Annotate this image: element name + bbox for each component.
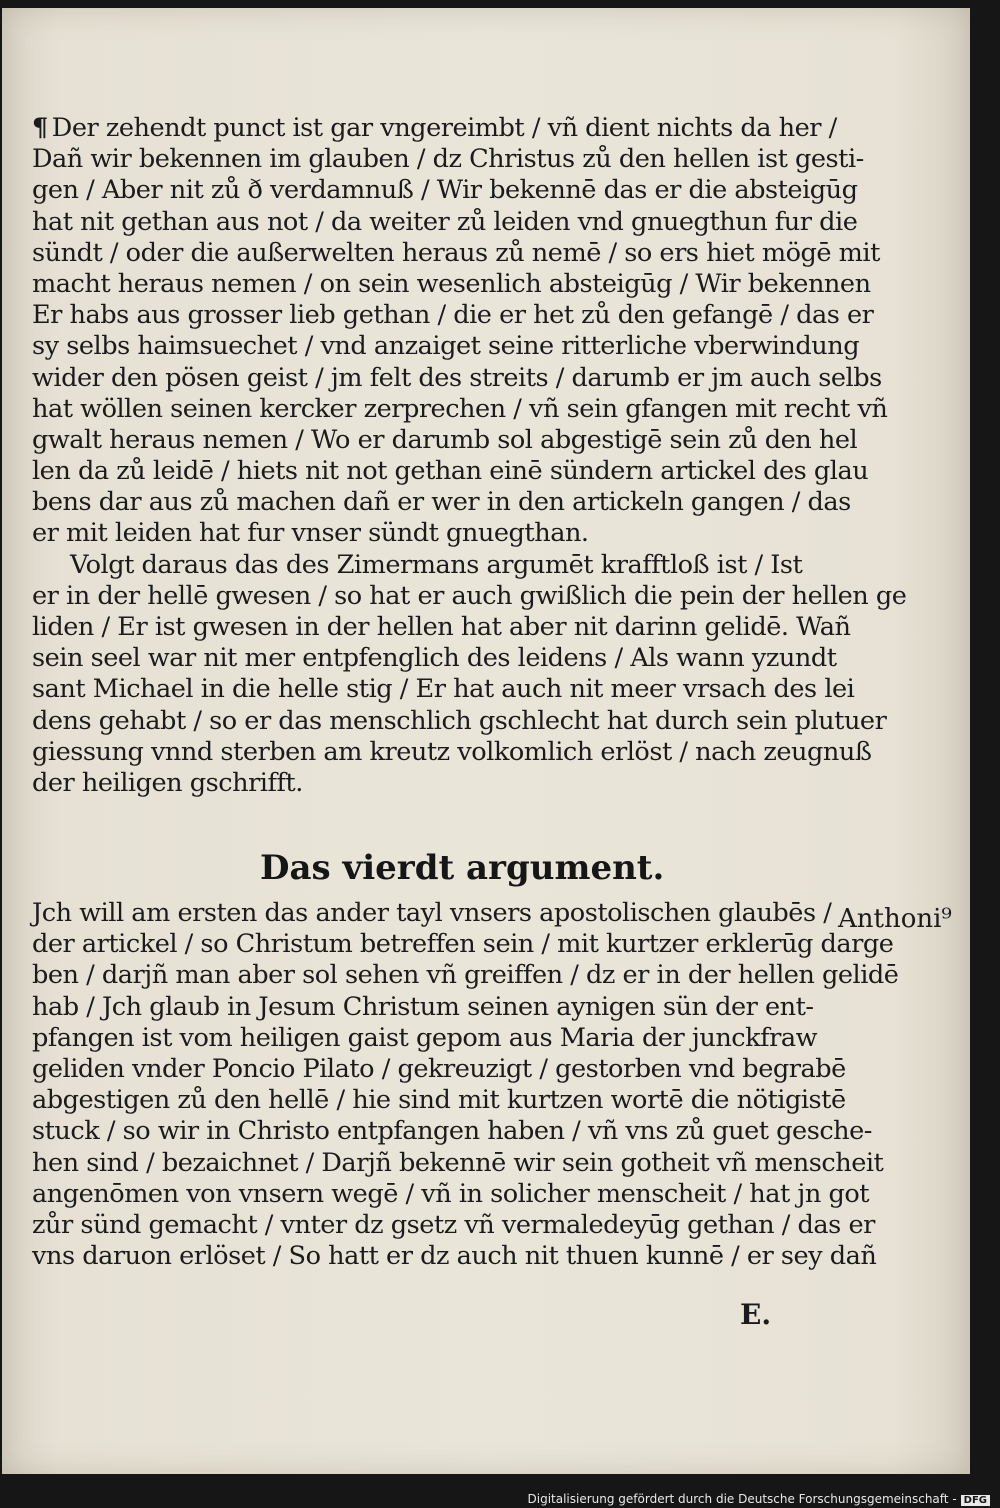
text-line: er mit leiden hat fur vnser sündt gnuegthan. <box>32 518 589 549</box>
section-heading: Das vierdt argument. <box>260 848 665 888</box>
text-line: sein seel war nit mer entpfenglich des leidens / Als wann yzundt <box>32 643 837 674</box>
text-line: ben / darjñ man aber sol sehen vñ greiffen / dz er in der hellen gelidē <box>32 960 899 991</box>
text-line: er in der hellē gwesen / so hat er auch gwißlich die pein der hellen ge <box>32 580 907 611</box>
text-line: hat wöllen seinen kercker zerprechen / vñ sein gfangen mit recht vñ <box>32 393 888 424</box>
digitization-credit <box>528 1492 991 1506</box>
text-line: angenōmen von vnsern wegē / vñ in solicher menscheit / hat jn got <box>32 1178 870 1209</box>
text-line: liden / Er ist gwesen in der hellen hat aber nit darinn gelidē. Wañ <box>32 612 851 642</box>
text-line: vns daruon erlöset / So hatt er dz auch nit thuen kunnē / er sey dañ <box>32 1241 877 1272</box>
marginal-note: Anthoni⁹ <box>838 904 952 934</box>
text-line: abgestigen zů den hellē / hie sind mit kurtzen wortē die nötigistē <box>32 1085 846 1116</box>
pilcrow-icon: ¶ <box>32 113 48 143</box>
text-line: sant Michael in die helle stig / Er hat auch nit meer vrsach des lei <box>32 674 855 705</box>
credit-text: Digitalisierung gefördert durch die Deutsche Forschungsgemeinschaft - <box>527 1492 957 1506</box>
text-line: Er habs aus grosser lieb gethan / die er het zů den gefangē / das er <box>32 300 874 331</box>
text-line: bens dar aus zů machen dañ er wer in den artickeln gangen / das <box>32 487 851 518</box>
text-line: len da zů leidē / hiets nit not gethan einē sündern artickel des glau <box>32 456 869 487</box>
text-line: wider den pösen geist / jm felt des streits / darumb er jm auch selbs <box>32 362 882 393</box>
text-line: Volgt daraus das des Zimermans argumēt krafftloß ist / Ist <box>70 549 803 580</box>
body-text-upper <box>32 113 907 799</box>
text-line: ¶ Der zehendt punct ist gar vngereimbt / vñ dient nichts da her / <box>32 113 837 143</box>
text-line: dens gehabt / so er das menschlich gschlecht hat durch sein plutuer <box>32 705 887 736</box>
catchword: E. <box>740 1298 772 1331</box>
dfg-logo: DFG <box>961 1495 990 1506</box>
text-line: macht heraus nemen / on sein wesenlich absteigūg / Wir bekennen <box>32 268 871 299</box>
text-line: pfangen ist vom heiligen gaist gepom aus Maria der junckfraw <box>32 1022 818 1053</box>
text-line: zůr sünd gemacht / vnter dz gsetz vñ vermaledeyūg gethan / das er <box>32 1209 875 1240</box>
text-line: Jch will am ersten das ander tayl vnsers apostolischen glaubēs / <box>32 898 832 928</box>
text-line: hat nit gethan aus not / da weiter zů leiden vnd gnuegthun fur die <box>32 206 858 237</box>
text-line: der artickel / so Christum betreffen sein / mit kurtzer erklerūg darge <box>32 929 894 960</box>
text-line: hab / Jch glaub in Jesum Christum seinen aynigen sün der ent‑ <box>32 991 814 1022</box>
text-line: hen sind / bezaichnet / Darjñ bekennē wir sein gotheit vñ menscheit <box>32 1147 884 1178</box>
text-line: gen / Aber nit zů ð verdamnuß / Wir bekennē das er die absteigūg <box>32 175 858 206</box>
text-line: gwalt heraus nemen / Wo er darumb sol abgestigē sein zů den hel <box>32 424 858 455</box>
text-line: der heiligen gschrifft. <box>32 767 303 798</box>
text-line: stuck / so wir in Christo entpfangen haben / vñ vns zů guet gesche‑ <box>32 1116 872 1147</box>
text-line: sy selbs haimsuechet / vnd anzaiget seine ritterliche vberwindung <box>32 331 860 362</box>
text-line: Dañ wir bekennen im glauben / dz Christus zů den hellen ist gesti‑ <box>32 144 864 175</box>
text-line: sündt / oder die außerwelten heraus zů nemē / so ers hiet mögē mit <box>32 237 880 268</box>
book-page <box>2 8 970 1474</box>
text-line: giessung vnnd sterben am kreutz volkomlich erlöst / nach zeugnuß <box>32 736 872 767</box>
text-line: geliden vnder Poncio Pilato / gekreuzigt / gestorben vnd begrabē <box>32 1053 846 1084</box>
